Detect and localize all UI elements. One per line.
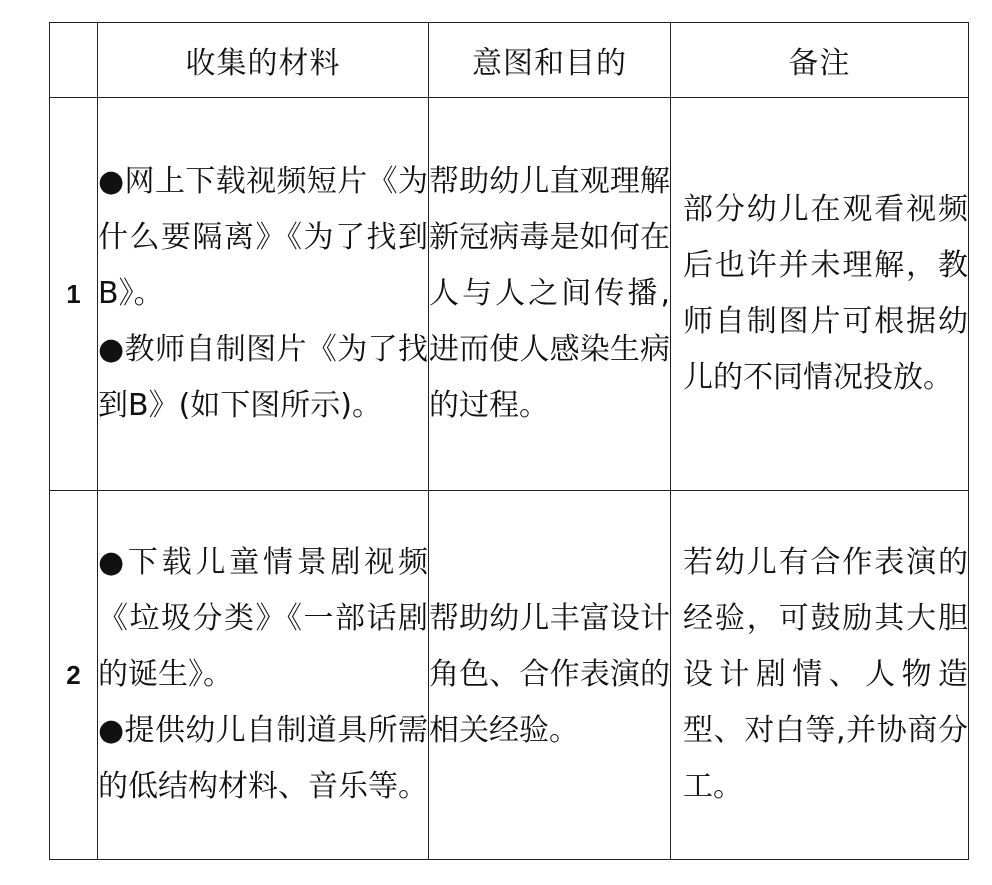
material-item: ●教师自制图片《为了找到B》(如下图所示)。 <box>98 332 428 423</box>
header-notes: 备注 <box>671 23 969 98</box>
header-purpose: 意图和目的 <box>429 23 671 98</box>
material-item: ●下载儿童情景剧视频《垃圾分类》《一部话剧的诞生》。 <box>98 545 428 692</box>
purpose-cell: 帮助幼儿直观理解新冠病毒是如何在人与人之间传播,进而使人感染生病的过程。 <box>429 98 671 491</box>
materials-cell <box>98 98 429 491</box>
table-row <box>50 98 969 491</box>
purpose-cell: 帮助幼儿丰富设计角色、合作表演的相关经验。 <box>429 491 671 860</box>
material-item: ●提供幼儿自制道具所需的低结构材料、音乐等。 <box>98 713 428 804</box>
header-number <box>50 23 98 98</box>
table-row <box>50 491 969 860</box>
row-number: 1 <box>50 98 98 491</box>
row-number: 2 <box>50 491 98 860</box>
material-item: ●网上下载视频短片《为什么要隔离》《为了找到B》。 <box>98 164 428 311</box>
notes-cell: 部分幼儿在观看视频后也许并未理解，教师自制图片可根据幼儿的不同情况投放。 <box>671 98 969 491</box>
table-header-row <box>50 23 969 98</box>
materials-cell <box>98 491 429 860</box>
notes-cell: 若幼儿有合作表演的经验，可鼓励其大胆设计剧情、人物造型、对白等,并协商分工。 <box>671 491 969 860</box>
header-materials: 收集的材料 <box>98 23 429 98</box>
materials-table <box>49 22 969 860</box>
